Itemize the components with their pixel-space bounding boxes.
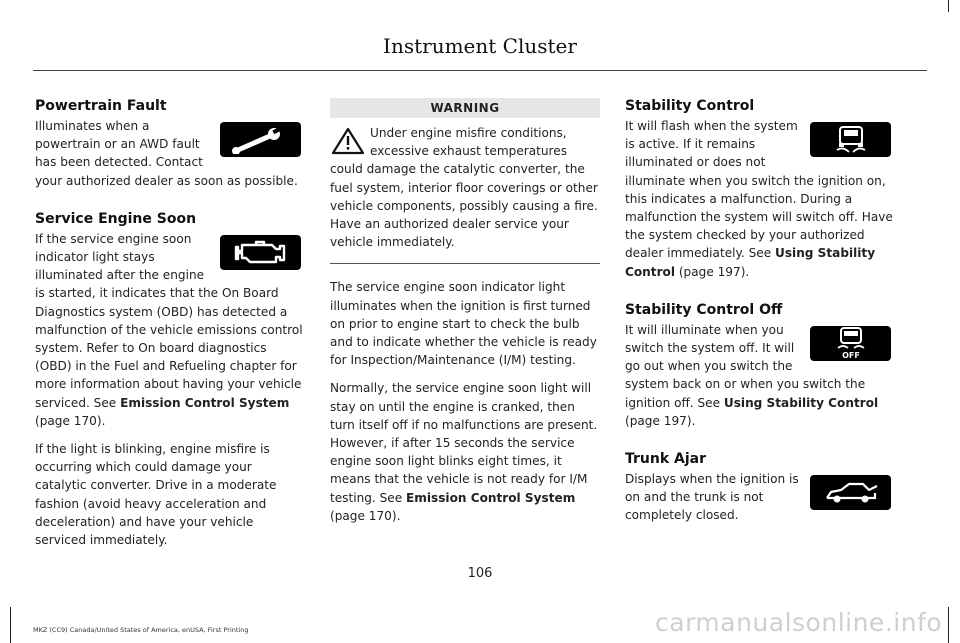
using-stability-control-link[interactable]: Using Stability Control — [625, 246, 876, 279]
warning-box — [330, 118, 600, 264]
service-light-blink-text: Normally, the service engine soon light will stay on until the engine is cranked, then turn itself off if no malfunctions are present. However, if after 15 seconds the service engine soon light blinks eight times, it means that the vehicle is not ready for I/M testing. See Emission Control System (page 170). — [330, 381, 598, 523]
service-engine-soon-heading: Service Engine Soon — [35, 210, 197, 227]
powertrain-fault-text: Illuminates when a powertrain or an AWD fault has been detected. Contact your authorized dealer as soon as possible. — [35, 119, 298, 188]
stability-control-text: It will flash when the system is active. If it remains illuminated or does not illuminate when you switch the ignition on, this indicates a malfunction. During a malfunction the system will switch off. Have the system checked by your authorized dealer immediately. See Using Stability Control (page 197). — [625, 119, 893, 279]
stability-control-heading: Stability Control — [625, 98, 755, 114]
column-1 — [35, 95, 305, 549]
warning-text: Under engine misfire conditions, excessive exhaust temperatures could damage the catalytic converter, the fuel system, interior floor coverings or other vehicle components, possibly causing a fire. Have an authorized dealer service your vehicle immediately. — [330, 126, 598, 250]
emission-control-system-link-2[interactable]: Emission Control System — [406, 490, 576, 505]
stability-control-off-heading: Stability Control Off — [625, 301, 783, 318]
warning-triangle-icon — [330, 126, 366, 156]
crop-mark — [948, 0, 949, 12]
page-number: 106 — [467, 566, 493, 581]
skidding-car-off-icon — [810, 326, 891, 361]
column-3 — [625, 95, 895, 525]
stability-control-off-text: It will illuminate when you switch the system off. It will go out when you switch the system back on or when you switch the ignition off. See Using Stability Control (page 197). — [625, 322, 879, 428]
column-2 — [330, 95, 600, 525]
crop-mark — [948, 607, 949, 643]
skidding-car-icon — [810, 122, 891, 157]
header-divider — [33, 70, 927, 71]
wrench-icon — [220, 122, 301, 157]
warning-label: WARNING — [330, 98, 600, 118]
service-engine-soon-text: If the service engine soon indicator light stays illuminated after the engine is started, it indicates that the On Board Diagnostics system (OBD) has detected a malfunction of the vehicle emissions control system. Refer to On board diagnostics (OBD) in the Fuel and Refueling chapter for more information about having your vehicle serviced. See Emission Control System (page 170). — [35, 231, 303, 428]
page-header-title: Instrument Cluster — [383, 34, 577, 58]
trunk-open-icon — [810, 475, 891, 510]
watermark: carmanualsonline.info — [655, 608, 943, 637]
powertrain-fault-heading: Powertrain Fault — [35, 98, 167, 114]
footer-edition: MKZ (CC9) Canada/United States of America, enUSA, First Printing — [33, 626, 249, 634]
off-label: OFF — [841, 351, 860, 361]
using-stability-control-link-2[interactable]: Using Stability Control — [723, 395, 879, 410]
crop-mark — [10, 607, 11, 643]
trunk-ajar-text: Displays when the ignition is on and the trunk is not completely closed. — [625, 472, 799, 523]
misfire-blinking-text: If the light is blinking, engine misfire is occurring which could damage your catalytic converter. Drive in a moderate fashion (avoid heavy acceleration and deceleration) and have your vehicle serviced immediately. — [35, 442, 277, 548]
service-light-check-text: The service engine soon indicator light illuminates when the ignition is first turned on prior to engine start to check the bulb and to indicate whether the vehicle is ready for Inspection/Maintenance (I/M) testing. — [330, 280, 597, 368]
emission-control-system-link[interactable]: Emission Control System — [120, 395, 290, 410]
trunk-ajar-heading: Trunk Ajar — [625, 451, 707, 468]
engine-icon — [220, 235, 301, 270]
